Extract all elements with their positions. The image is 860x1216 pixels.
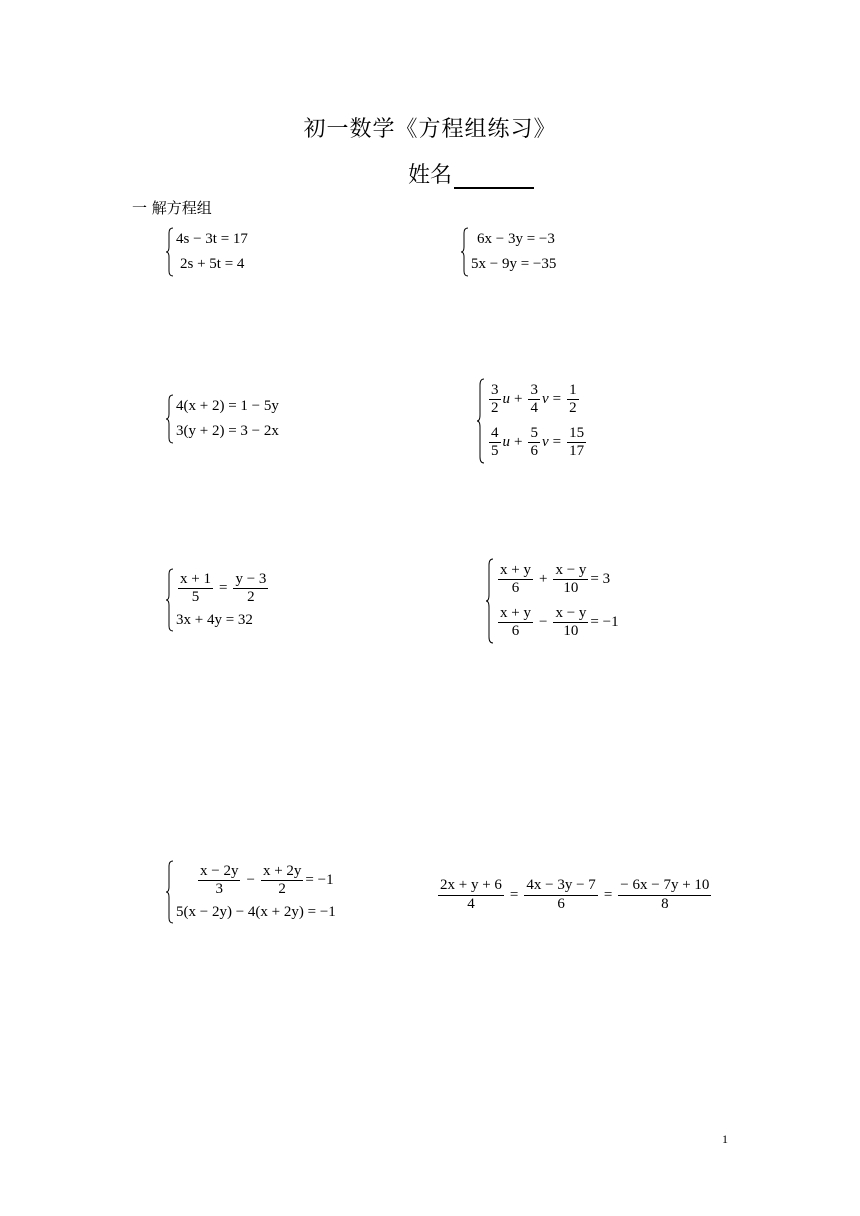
numerator: y − 3 bbox=[233, 571, 268, 589]
denominator: 2 bbox=[247, 589, 255, 606]
fraction bbox=[553, 605, 588, 641]
equation bbox=[487, 425, 588, 461]
brace-icon bbox=[166, 860, 174, 924]
equation: 4(x + 2) = 1 − 5y bbox=[176, 398, 279, 414]
denominator: 2 bbox=[569, 400, 577, 416]
numerator: x − y bbox=[553, 605, 588, 623]
numerator: 5 bbox=[528, 425, 540, 443]
operator: = bbox=[509, 886, 519, 903]
brace-icon bbox=[477, 378, 485, 464]
variable: u bbox=[502, 434, 510, 450]
operator: = bbox=[218, 580, 228, 597]
brace-icon bbox=[166, 394, 174, 444]
fraction bbox=[553, 562, 588, 598]
fraction bbox=[489, 382, 501, 418]
fraction bbox=[198, 863, 240, 899]
fraction bbox=[528, 425, 540, 461]
numerator: 15 bbox=[567, 425, 586, 443]
right-hand-side: = −1 bbox=[305, 872, 334, 889]
page-title: 初一数学《方程组练习》 bbox=[303, 117, 557, 142]
fraction bbox=[489, 425, 501, 461]
fraction bbox=[261, 863, 303, 899]
operator: − bbox=[538, 614, 548, 630]
operator: = bbox=[552, 434, 562, 450]
numerator: 3 bbox=[528, 382, 540, 400]
problem-2 bbox=[461, 227, 556, 277]
fraction bbox=[178, 571, 213, 607]
numerator: 3 bbox=[489, 382, 501, 400]
variable: v bbox=[541, 434, 549, 450]
equation bbox=[487, 382, 588, 418]
numerator: 2x + y + 6 bbox=[438, 877, 504, 895]
fraction bbox=[567, 425, 586, 461]
denominator: 5 bbox=[491, 443, 499, 459]
operator: − bbox=[246, 872, 255, 889]
fraction bbox=[528, 382, 540, 418]
operator: + bbox=[514, 391, 523, 407]
equation: 3(y + 2) = 3 − 2x bbox=[176, 423, 279, 439]
operator: = bbox=[603, 886, 613, 903]
name-blank-line bbox=[454, 165, 534, 189]
numerator: x + 2y bbox=[261, 863, 303, 881]
equation: 3x + 4y = 32 bbox=[176, 612, 253, 629]
equation bbox=[176, 571, 270, 607]
fraction bbox=[498, 562, 533, 598]
name-label: 姓名 bbox=[408, 163, 453, 188]
variable: u bbox=[502, 391, 510, 407]
denominator: 5 bbox=[191, 589, 200, 606]
equation: 5(x − 2y) − 4(x + 2y) = −1 bbox=[176, 904, 336, 921]
fraction bbox=[498, 605, 533, 641]
problem-8 bbox=[436, 870, 713, 920]
equation bbox=[176, 863, 336, 899]
denominator: 3 bbox=[215, 881, 223, 898]
numerator: 1 bbox=[567, 382, 579, 400]
operator: + bbox=[538, 571, 548, 587]
numerator: x + y bbox=[498, 562, 533, 580]
problem-1 bbox=[166, 227, 248, 277]
fraction bbox=[438, 877, 504, 913]
denominator: 6 bbox=[511, 623, 520, 639]
equation: 2s + 5t = 4 bbox=[180, 256, 245, 272]
denominator: 6 bbox=[557, 895, 565, 912]
equation: 5x − 9y = −35 bbox=[471, 256, 557, 272]
variable: v bbox=[541, 391, 549, 407]
name-field bbox=[408, 158, 534, 189]
numerator: 4x − 3y − 7 bbox=[524, 877, 597, 895]
numerator: 4 bbox=[489, 425, 501, 443]
equation: 6x − 3y = −3 bbox=[477, 231, 555, 247]
problem-4 bbox=[477, 378, 588, 464]
fraction bbox=[524, 877, 597, 913]
page-number: 1 bbox=[722, 1132, 728, 1146]
denominator: 10 bbox=[563, 623, 579, 639]
denominator: 10 bbox=[563, 580, 579, 596]
right-hand-side: = 3 bbox=[590, 571, 611, 587]
denominator: 8 bbox=[661, 895, 669, 912]
denominator: 4 bbox=[467, 895, 475, 912]
section-heading: 一 解方程组 bbox=[132, 199, 212, 217]
numerator: x + 1 bbox=[178, 571, 213, 589]
brace-icon bbox=[461, 227, 469, 277]
problem-6 bbox=[486, 558, 619, 644]
denominator: 4 bbox=[530, 400, 538, 416]
operator: + bbox=[514, 434, 523, 450]
brace-icon bbox=[486, 558, 494, 644]
brace-icon bbox=[166, 227, 174, 277]
operator: = bbox=[552, 391, 562, 407]
denominator: 6 bbox=[511, 580, 520, 596]
equation: 4s − 3t = 17 bbox=[176, 231, 248, 247]
denominator: 2 bbox=[491, 400, 499, 416]
problem-7 bbox=[166, 860, 336, 924]
denominator: 6 bbox=[530, 443, 538, 459]
brace-icon bbox=[166, 568, 174, 632]
numerator: x − 2y bbox=[198, 863, 240, 881]
equation bbox=[436, 870, 713, 920]
fraction bbox=[567, 382, 579, 418]
problem-5 bbox=[166, 568, 270, 632]
equation bbox=[496, 562, 619, 598]
fraction bbox=[233, 571, 268, 607]
problem-3 bbox=[166, 394, 279, 444]
fraction bbox=[618, 877, 711, 913]
numerator: x − y bbox=[553, 562, 588, 580]
denominator: 17 bbox=[569, 443, 585, 459]
numerator: x + y bbox=[498, 605, 533, 623]
numerator: − 6x − 7y + 10 bbox=[618, 877, 711, 895]
denominator: 2 bbox=[278, 881, 286, 898]
equation bbox=[496, 605, 619, 641]
right-hand-side: = −1 bbox=[590, 614, 619, 630]
